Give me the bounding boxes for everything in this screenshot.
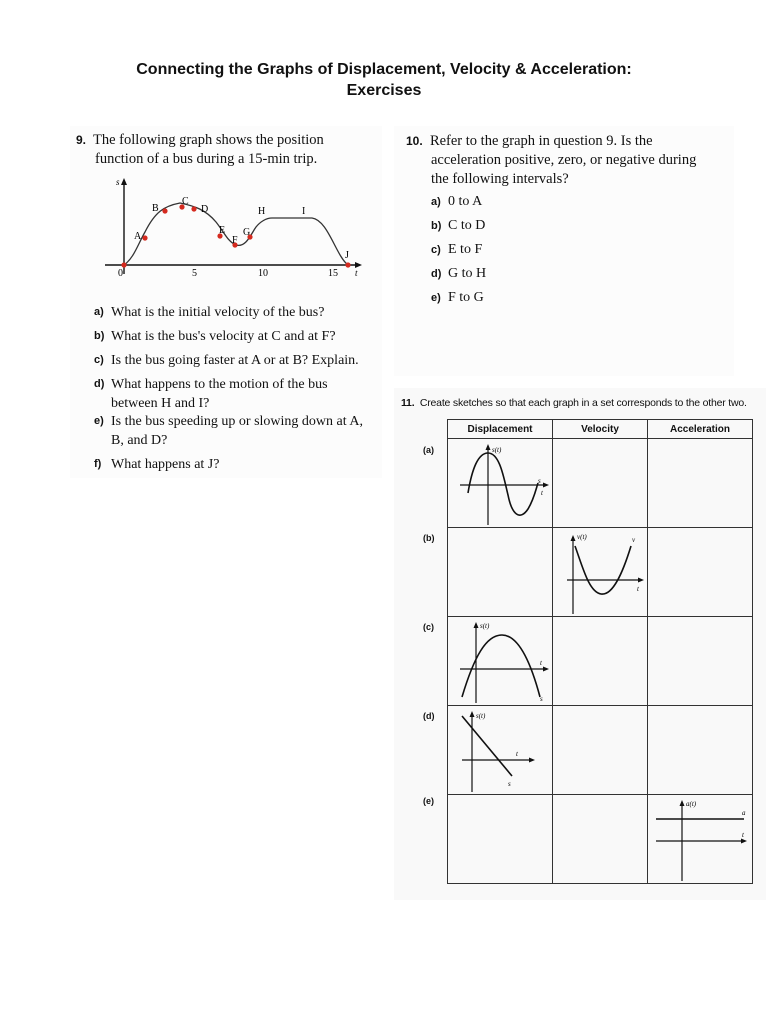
row-d-displacement-cell xyxy=(448,706,553,795)
q10-item-b-text: C to D xyxy=(448,218,486,233)
row-d-acceleration-cell xyxy=(648,706,753,795)
q9-item-d-letter: d) xyxy=(94,378,105,390)
q9-item-c-text: Is the bus going faster at A or at B? Explain. xyxy=(111,353,359,368)
t-label-c: t xyxy=(540,659,542,667)
t-label-e: t xyxy=(742,831,744,839)
row-a-velocity-cell xyxy=(553,439,648,528)
q9-text-1: The following graph shows the position xyxy=(93,132,324,148)
table-row xyxy=(448,528,753,617)
point-B xyxy=(162,208,167,213)
tick-label-10: 10 xyxy=(258,268,268,279)
table-row xyxy=(448,439,753,528)
q10-item-e xyxy=(431,286,591,310)
graph-y-label: s xyxy=(116,177,120,187)
point-origin xyxy=(121,262,126,267)
q10-item-a xyxy=(431,190,591,214)
q9-item-b-letter: b) xyxy=(94,330,105,342)
q10-text-3: the following intervals? xyxy=(431,171,569,187)
axis-label-a: s(t) xyxy=(492,446,502,454)
q9-item-b-text: What is the bus's velocity at C and at F? xyxy=(111,329,336,344)
row-label-c: (c) xyxy=(423,622,434,632)
table-row xyxy=(448,706,753,795)
curve-label-d: s xyxy=(508,780,511,788)
point-J xyxy=(345,262,350,267)
graph-x-label: t xyxy=(355,268,358,278)
q9-item-d-text: What happens to the motion of the bus between H and I? xyxy=(111,377,328,411)
q9-item-e-text: Is the bus speeding up or slowing down at A, B, and D? xyxy=(111,414,363,448)
q9-item-c xyxy=(94,351,382,370)
row-e-velocity-cell xyxy=(553,795,648,884)
q9-item-a-letter: a) xyxy=(94,306,104,318)
col-displacement: Displacement xyxy=(448,420,553,439)
t-label-d: t xyxy=(516,750,518,758)
table-header-row xyxy=(448,420,753,439)
tick-label-15: 15 xyxy=(328,268,338,279)
label-A: A xyxy=(134,231,142,242)
tick-label-0: 0 xyxy=(118,268,123,279)
curve-label-b: v xyxy=(632,536,636,544)
q9-item-e xyxy=(94,412,376,450)
label-B: B xyxy=(152,203,159,214)
question-9-number: 9. xyxy=(76,133,87,147)
q10-item-b-letter: b) xyxy=(431,220,442,232)
page-title xyxy=(0,59,768,101)
question-11-prompt xyxy=(401,397,747,409)
label-F: F xyxy=(232,235,238,246)
row-c-displacement-cell xyxy=(448,617,553,706)
q10-item-e-text: F to G xyxy=(448,290,484,305)
q9-item-f-letter: f) xyxy=(94,458,102,470)
row-b-velocity-cell xyxy=(553,528,648,617)
row-label-a: (a) xyxy=(423,445,434,455)
q9-item-f-text: What happens at J? xyxy=(111,457,220,472)
bus-position-graph xyxy=(100,172,370,282)
row-e-displacement-cell xyxy=(448,795,553,884)
point-D xyxy=(191,206,196,211)
curve-label-e: a xyxy=(742,809,746,817)
q11-text: Create sketches so that each graph in a set corresponds to the other two. xyxy=(419,397,747,409)
point-A xyxy=(142,235,147,240)
table-row xyxy=(448,617,753,706)
axis-label-e: a(t) xyxy=(686,800,697,808)
q10-item-d-letter: d) xyxy=(431,268,442,280)
row-d-velocity-cell xyxy=(553,706,648,795)
q10-item-c-text: E to F xyxy=(448,242,483,257)
title-line-1: Connecting the Graphs of Displacement, Velocity & Acceleration: xyxy=(136,61,632,78)
sketch-c-displacement xyxy=(448,617,552,705)
row-label-b: (b) xyxy=(423,533,435,543)
question-10-number: 10. xyxy=(406,134,423,148)
t-label-a: t xyxy=(541,489,543,497)
t-label-b: t xyxy=(637,585,639,593)
q10-item-a-text: 0 to A xyxy=(448,194,483,209)
row-c-velocity-cell xyxy=(553,617,648,706)
row-e-acceleration-cell xyxy=(648,795,753,884)
row-c-acceleration-cell xyxy=(648,617,753,706)
row-a-displacement-cell xyxy=(448,439,553,528)
axis-label-d: s(t) xyxy=(476,712,486,720)
q10-item-b xyxy=(431,214,591,238)
label-G: G xyxy=(243,227,251,238)
question-9-items xyxy=(94,303,382,479)
q9-item-b xyxy=(94,327,382,346)
label-I: I xyxy=(302,206,306,217)
q10-item-d-text: G to H xyxy=(448,266,487,281)
row-b-displacement-cell xyxy=(448,528,553,617)
table-row xyxy=(448,795,753,884)
q10-item-d xyxy=(431,262,591,286)
curve-label-c: s xyxy=(540,695,543,703)
axis-label-b: v(t) xyxy=(577,533,587,541)
label-H: H xyxy=(258,206,266,217)
title-line-2: Exercises xyxy=(346,82,422,99)
curve-label-a: s xyxy=(538,477,541,485)
label-C: C xyxy=(182,196,189,207)
q10-text-2: acceleration positive, zero, or negative during xyxy=(431,152,697,168)
graph-correspondence-table xyxy=(447,419,753,884)
q10-item-c-letter: c) xyxy=(431,244,441,256)
sketch-b-velocity xyxy=(553,528,647,616)
label-E: E xyxy=(219,225,226,236)
q9-item-e-letter: e) xyxy=(94,415,104,427)
label-D: D xyxy=(201,204,209,215)
q9-item-c-letter: c) xyxy=(94,354,104,366)
q9-item-a-text: What is the initial velocity of the bus? xyxy=(111,305,325,320)
row-a-acceleration-cell xyxy=(648,439,753,528)
question-9-prompt xyxy=(76,131,324,169)
row-label-d: (d) xyxy=(423,711,435,721)
label-J: J xyxy=(345,250,349,261)
tick-label-5: 5 xyxy=(192,268,197,279)
row-label-e: (e) xyxy=(423,796,434,806)
row-b-acceleration-cell xyxy=(648,528,753,617)
q9-item-d xyxy=(94,375,361,413)
q10-text-1: Refer to the graph in question 9. Is the xyxy=(429,133,653,149)
col-velocity: Velocity xyxy=(553,420,648,439)
sketch-d-displacement xyxy=(448,706,552,794)
q10-item-c xyxy=(431,238,591,262)
question-10-items xyxy=(431,190,591,310)
question-11-number: 11. xyxy=(401,397,415,409)
q9-item-f xyxy=(94,455,382,474)
axis-label-c: s(t) xyxy=(480,622,490,630)
q9-text-2: function of a bus during a 15-min trip. xyxy=(95,151,318,167)
sketch-e-acceleration xyxy=(648,795,752,883)
q10-item-e-letter: e) xyxy=(431,292,441,304)
question-10-prompt xyxy=(406,132,696,189)
q9-item-a xyxy=(94,303,382,322)
y-axis-arrow xyxy=(121,178,127,185)
sketch-a-displacement xyxy=(448,439,552,527)
col-acceleration: Acceleration xyxy=(648,420,753,439)
q10-item-a-letter: a) xyxy=(431,196,441,208)
